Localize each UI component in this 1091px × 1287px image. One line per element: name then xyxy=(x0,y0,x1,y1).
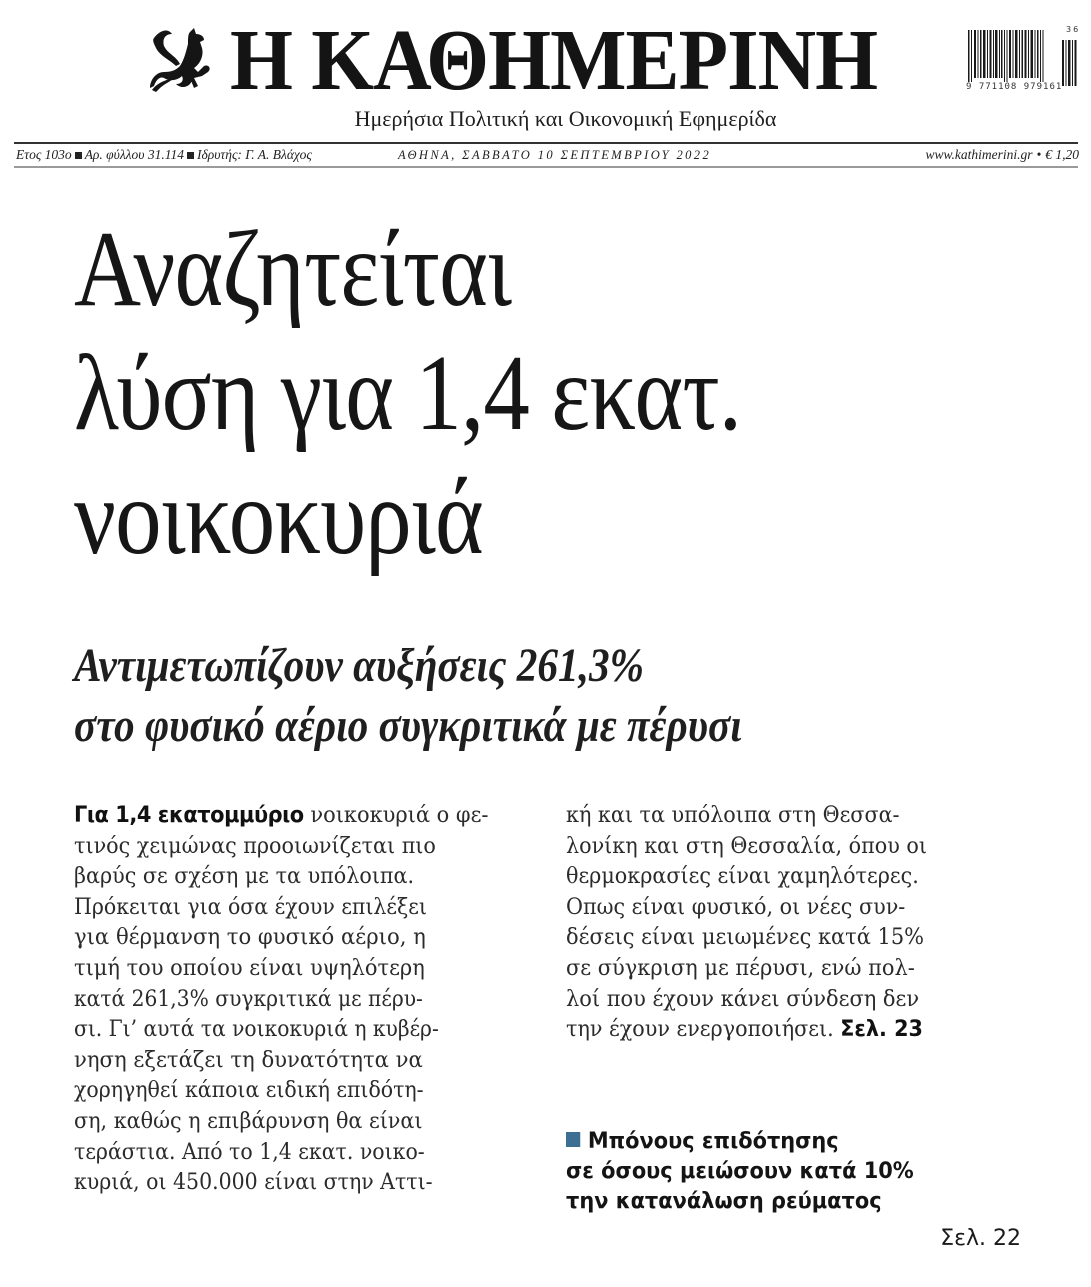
subheadline-line: Αντιμετωπίζουν αυξήσεις 261,3% xyxy=(74,639,645,692)
bullet-square-icon xyxy=(566,1132,580,1147)
dateline-top-rule xyxy=(14,142,1078,144)
article-line: νηση εξετάζει τη δυνατότητα να xyxy=(74,1046,423,1073)
article-line: τιμή του οποίου είναι υψηλότερη xyxy=(74,954,425,981)
founder: Ιδρυτής: Γ. Α. Βλάχος xyxy=(196,147,312,162)
article-line: βαρύς σε σχέση με τα υπόλοιπα. xyxy=(74,863,415,890)
article-line: ση, καθώς η επιβάρυνση θα είναι xyxy=(74,1107,423,1134)
teaser-line xyxy=(566,1127,1013,1157)
newspaper-title: Η ΚΑΘΗΜΕΡΙΝΗ xyxy=(230,11,878,108)
website-link[interactable]: www.kathimerini.gr xyxy=(925,147,1033,162)
article-line xyxy=(566,1014,997,1045)
article-line: κυριά, οι 450.000 είναι στην Αττι- xyxy=(74,1169,433,1196)
separator-square-icon xyxy=(75,152,82,159)
article-line: θερμοκρασίες είναι χαμηλότερες. xyxy=(566,863,919,890)
article-line: χορηγηθεί κάποια ειδική επιδότη- xyxy=(74,1077,424,1104)
article-line: λονίκη και στη Θεσσαλία, όπου οι xyxy=(566,832,927,859)
teaser-line: σε όσους μειώσουν κατά 10% xyxy=(566,1159,914,1184)
article-column-left xyxy=(74,800,542,1198)
article-text: την έχουν ενεργοποιήσει. xyxy=(566,1016,834,1043)
article-line: τεράστια. Από το 1,4 εκατ. νοικο- xyxy=(74,1138,425,1165)
issue-number: Αρ. φύλλου 31.114 xyxy=(84,147,184,162)
masthead xyxy=(0,0,1091,140)
separator-square-icon xyxy=(187,152,194,159)
price: € 1,20 xyxy=(1045,147,1079,162)
subheadline-line: στο φυσικό αέριο συγκριτικά με πέρυσι xyxy=(74,699,742,752)
article-line: τινός χειμώνας προοιωνίζεται πιο xyxy=(74,832,436,859)
article-line: δέσεις είναι μειωμένες κατά 15% xyxy=(566,924,925,951)
headline-line: νοικοκυριά xyxy=(74,458,483,577)
dateline-edition-info xyxy=(16,146,312,164)
article-line: για θέρμανση το φυσικό αέριο, η xyxy=(74,924,426,951)
article-line: σε σύγκριση με πέρυσι, ενώ πολ- xyxy=(566,954,915,981)
article-text: νοικοκυριά ο φε- xyxy=(303,802,489,828)
subheadline xyxy=(74,636,1064,756)
newspaper-subtitle: Ημερήσια Πολιτική και Οικονομική Εφημερίδα xyxy=(354,106,777,131)
article-line: Πρόκειται για όσα έχουν επιλέξει xyxy=(74,893,427,920)
article-line: κή και τα υπόλοιπα στη Θεσσα- xyxy=(566,802,900,828)
article-lead: Για 1,4 εκατομμύριο xyxy=(74,802,304,828)
article-line xyxy=(74,800,509,831)
dateline-bottom-rule xyxy=(14,166,1078,168)
article-line: κατά 261,3% συγκριτικά με πέρυ- xyxy=(74,985,423,1012)
barcode-number: 9 771108 979161 xyxy=(966,82,1063,92)
headline-line: λύση για 1,4 εκατ. xyxy=(74,334,742,453)
article-line: Οπως είναι φυσικό, οι νέες συν- xyxy=(566,893,906,920)
teaser-line: την κατανάλωση ρεύματος xyxy=(566,1189,882,1214)
edition-year: Ετος 103ο xyxy=(16,147,72,162)
dateline-web-price xyxy=(926,146,1080,164)
article-column-right xyxy=(566,800,1034,1045)
teaser-page-ref[interactable]: Σελ. 22 xyxy=(940,1226,1021,1251)
teaser-text: Μπόνους επιδότησης xyxy=(587,1129,839,1154)
main-headline xyxy=(74,208,1054,580)
publication-date: ΑΘΗΝΑ, ΣΑΒΒΑΤΟ 10 ΣΕΠΤΕΜΒΡΙΟΥ 2022 xyxy=(398,148,712,162)
article-line: σι. Γι’ αυτά τα νοικοκυριά η κυβέρ- xyxy=(74,1016,439,1043)
griffin-emblem-icon xyxy=(146,26,224,94)
continued-page-ref[interactable]: Σελ. 23 xyxy=(840,1016,923,1043)
headline-line: Αναζητείται xyxy=(74,210,512,329)
teaser-box xyxy=(566,1127,1036,1217)
bullet-dot-icon: • xyxy=(1036,147,1042,162)
barcode-addon-number: 36 xyxy=(1066,25,1081,34)
article-line: λοί που έχουν κάνει σύνδεση δεν xyxy=(566,985,920,1012)
